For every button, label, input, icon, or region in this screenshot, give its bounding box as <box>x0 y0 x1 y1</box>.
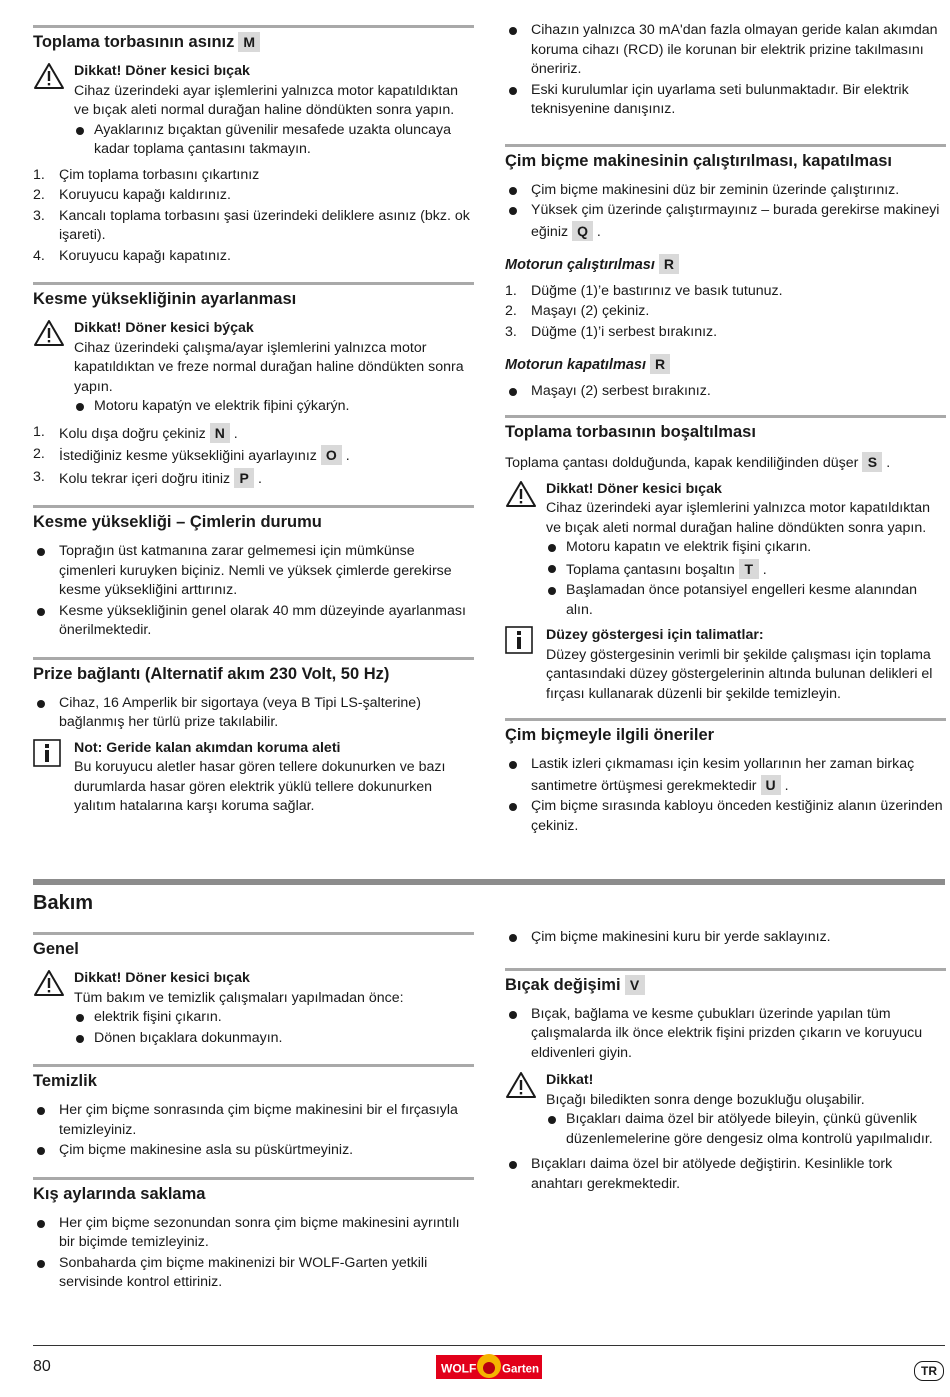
bullet-list <box>33 542 474 641</box>
bullet-list <box>505 928 946 948</box>
sub-heading: Motorun kapatılması R <box>505 354 946 376</box>
section-heading: Kesme yüksekliği – Çimlerin durumu <box>33 505 474 533</box>
figure-tag: R <box>650 354 670 374</box>
section-heading: Kış aylarında saklama <box>33 1177 474 1205</box>
list-item: Ayaklarınız bıçaktan güvenilir mesafede uzakta oluncaya kadar toplama çantasını takmayın. <box>74 121 474 160</box>
section-heading: Bıçak değişimi V <box>505 968 946 996</box>
list-item: Maşayı (2) serbest bırakınız. <box>505 382 946 402</box>
figure-tag: N <box>210 423 230 443</box>
bullet-list <box>505 1005 946 1064</box>
bullet-list <box>33 694 474 733</box>
list-item: 3. Kancalı toplama torbasını şasi üzerindeki deliklere asınız (bkz. ok işareti). <box>33 207 470 243</box>
figure-tag: V <box>625 975 645 995</box>
list-item: Cihaz, 16 Amperlik bir sigortaya (veya B Tipi LS-şalterine) bağlanmış her türlü prize takılabilir. <box>33 694 474 733</box>
list-item: Çim biçme makinesini düz bir zeminin üzerinde çalıştırınız. <box>505 181 946 201</box>
left-column-top <box>33 25 474 823</box>
bullet-list <box>505 755 946 836</box>
warning-icon <box>33 62 65 97</box>
list-item: Toplama çantasını boşaltın T . <box>546 559 946 581</box>
figure-tag: O <box>321 445 342 465</box>
list-item: Çim biçme makinesini kuru bir yerde saklayınız. <box>505 928 946 948</box>
info-icon <box>33 739 61 774</box>
list-item: Her çim biçme sonrasında çim biçme makinesini bir el fırçasıyla temizleyiniz. <box>33 1101 474 1140</box>
figure-tag: M <box>238 32 260 52</box>
info-note: Düzey göstergesi için talimatlar: Düzey göstergesinin verimli bir şekilde çalışması için toplama çantasındaki düzey göstergelerinin altında bulunan delikleri el fırçası kullanarak düzenli bir şekilde temizleyin. <box>505 626 946 704</box>
page-title: Bakım <box>33 879 945 917</box>
logo-text-left: WOLF <box>441 1361 477 1376</box>
info-note: Not: Geride kalan akımdan koruma aleti Bu koruyucu aletler hasar gören tellere dokunurken ve bazı durumlarda hasar gören elektrik yüklü tellere dokunurken yalıtım hatalarına karşı koruma sağlar. <box>33 739 474 817</box>
sub-heading: Motorun çalıştırılması R <box>505 254 946 276</box>
chapter-heading <box>33 879 945 926</box>
right-column-top <box>505 21 946 842</box>
paragraph: Toplama çantası dolduğunda, kapak kendiliğinden düşer S . <box>505 454 891 471</box>
info-icon <box>505 626 533 661</box>
steps-list <box>505 282 946 343</box>
logo-graphic <box>436 1352 542 1382</box>
list-item: Bıçakları daima özel bir atölyede değiştirin. Kesinlikle tork anahtarı gerekmektedir. <box>505 1155 946 1194</box>
warning-icon <box>505 480 537 515</box>
section-heading: Temizlik <box>33 1064 474 1092</box>
list-item: Kesme yüksekliğinin genel olarak 40 mm düzeyinde ayarlanması önerilmektedir. <box>33 602 474 641</box>
steps-list <box>33 423 474 490</box>
figure-tag: Q <box>572 221 593 241</box>
list-item: 3. Kolu tekrar içeri doğru itiniz P . <box>33 468 262 487</box>
wolf-garten-logo <box>436 1352 542 1389</box>
list-item: Motoru kapatın ve elektrik fişini çıkarın. <box>546 538 946 558</box>
figure-tag: P <box>234 468 254 488</box>
warning-note: Dikkat! Döner kesici bıçak Cihaz üzerindeki ayar işlemlerini yalnızca motor kapatıldıktan ve bıçak aleti normal durağan haline döndükten sonra yapın. Ayaklarınız bıçaktan güvenilir mesafede uzakta oluncaya kadar toplama çantasını takmayın. <box>33 62 474 160</box>
list-item: Başlamadan önce potansiyel engelleri kesme alanından alın. <box>546 581 946 620</box>
warning-icon <box>505 1071 537 1106</box>
logo-text-right: Garten <box>502 1363 540 1376</box>
section-heading: Toplama torbasının asınız M <box>33 25 474 53</box>
bullet-list <box>505 382 946 402</box>
bullet-list <box>33 1214 474 1293</box>
figure-tag: S <box>862 452 882 472</box>
footer-divider <box>33 1345 945 1346</box>
list-item: Dönen bıçaklara dokunmayın. <box>74 1029 474 1049</box>
list-item: Çim biçme sırasında kabloyu önceden kestiğiniz alanın üzerinden çekiniz. <box>505 797 946 836</box>
right-column-bottom <box>505 928 946 1200</box>
left-column-bottom <box>33 932 474 1299</box>
list-item: 4. Koruyucu kapağı kapatınız. <box>33 247 231 264</box>
list-item: Bıçak, bağlama ve kesme çubukları üzerinde yapılan tüm çalışmalarda ilk önce elektrik fişini prizden çıkarın ve koruyucu eldivenleri giyin. <box>505 1005 946 1064</box>
list-item: Sonbaharda çim biçme makinenizi bir WOLF-Garten yetkili servisinde kontrol ettiriniz. <box>33 1254 474 1293</box>
list-item: Çim biçme makinesine asla su püskürtmeyiniz. <box>33 1141 474 1161</box>
warning-note: Dikkat! Döner kesici bıçak Tüm bakım ve temizlik çalışmaları yapılmadan önce: elektrik fişini çıkarın. Dönen bıçaklara dokunmayın. <box>33 969 474 1048</box>
bullet-list <box>33 1101 474 1161</box>
list-item: 2. Koruyucu kapağı kaldırınız. <box>33 187 231 203</box>
section-heading: Genel <box>33 932 474 960</box>
warning-icon <box>33 319 65 354</box>
list-item: 1. Çim toplama torbasını çıkartınız <box>33 166 260 183</box>
list-item: 2. İstediğiniz kesme yüksekliğini ayarlayınız O . <box>33 446 350 464</box>
list-item: 3. Düğme (1)’i serbest bırakınız. <box>505 323 718 340</box>
list-item: 1. Kolu dışa doğru çekiniz N . <box>33 423 238 442</box>
list-item: Yüksek çim üzerinde çalıştırmayınız – burada gerekirse makineyi eğiniz Q . <box>505 201 946 242</box>
section-heading: Toplama torbasının boşaltılması <box>505 415 946 443</box>
section-heading: Prize bağlantı (Alternatif akım 230 Volt, 50 Hz) <box>33 657 474 685</box>
list-item: Motoru kapatýn ve elektrik fiþini çýkarýn. <box>74 397 474 417</box>
list-item: elektrik fişini çıkarın. <box>74 1008 474 1028</box>
bullet-list <box>505 181 946 243</box>
list-item: Toprağın üst katmanına zarar gelmemesi için mümkünse çimenleri kuruyken biçiniz. Nemli ve yüksek çimlerde gerekirse kesme yüksekliğini arttırınız. <box>33 542 474 601</box>
warning-note: Dikkat! Döner kesici býçak Cihaz üzerindeki çalışma/ayar işlemlerini yalnızca motor kapatıldıktan ve freze normal durağan haline döndükten sonra yapın. Motoru kapatýn ve elektrik fiþini çýkarýn. <box>33 319 474 417</box>
language-badge: TR <box>914 1361 944 1381</box>
warning-note: Dikkat! Bıçağı biledikten sonra denge bozukluğu oluşabilir. Bıçakları daima özel bir atölyede bileyin, çünkü güvenlik düzenlemelerine göre dengesiz olma kontrolü yapılmalıdır. <box>505 1071 946 1149</box>
section-heading: Çim biçmeyle ilgili öneriler <box>505 718 946 746</box>
figure-tag: T <box>739 559 759 579</box>
bullet-list <box>505 1155 946 1194</box>
list-item: Cihazın yalnızca 30 mA'dan fazla olmayan geride kalan akımdan koruma cihazı (RCD) ile korunan bir elektrik prizine takılmasını öneririz. <box>505 21 946 80</box>
figure-tag: R <box>659 254 679 274</box>
section-heading: Çim biçme makinesinin çalıştırılması, kapatılması <box>505 144 946 172</box>
bullet-list <box>505 21 946 120</box>
steps-list <box>33 166 474 267</box>
list-item: Bıçakları daima özel bir atölyede bileyin, çünkü güvenlik düzenlemelerine göre dengesiz olma kontrolü yapılmalıdır. <box>546 1110 946 1149</box>
page-number: 80 <box>33 1358 51 1375</box>
list-item: Lastik izleri çıkmaması için kesim yollarının her zaman birkaç santimetre örtüşmesi gerekmektedir U . <box>505 755 946 796</box>
list-item: 2. Maşayı (2) çekiniz. <box>505 303 650 319</box>
list-item: Eski kurulumlar için uyarlama seti bulunmaktadır. Bir elektrik teknisyenine danışınız. <box>505 81 946 120</box>
list-item: 1. Düğme (1)’e bastırınız ve basık tutunuz. <box>505 282 783 299</box>
section-heading: Kesme yüksekliğinin ayarlanması <box>33 282 474 310</box>
list-item: Her çim biçme sezonundan sonra çim biçme makinesini ayrıntılı bir biçimde temizleyiniz. <box>33 1214 474 1253</box>
warning-note: Dikkat! Döner kesici bıçak Cihaz üzerindeki ayar işlemlerini yalnızca motor kapatıldıktan ve bıçak aleti normal durağan haline döndükten sonra yapın. Motoru kapatın ve elektrik fişini çıkarın. Toplama çantasını boşaltın T . Başlamadan önce potansiyel engelleri kesme alanından alın. <box>505 480 946 621</box>
figure-tag: U <box>761 775 781 795</box>
warning-icon <box>33 969 65 1004</box>
